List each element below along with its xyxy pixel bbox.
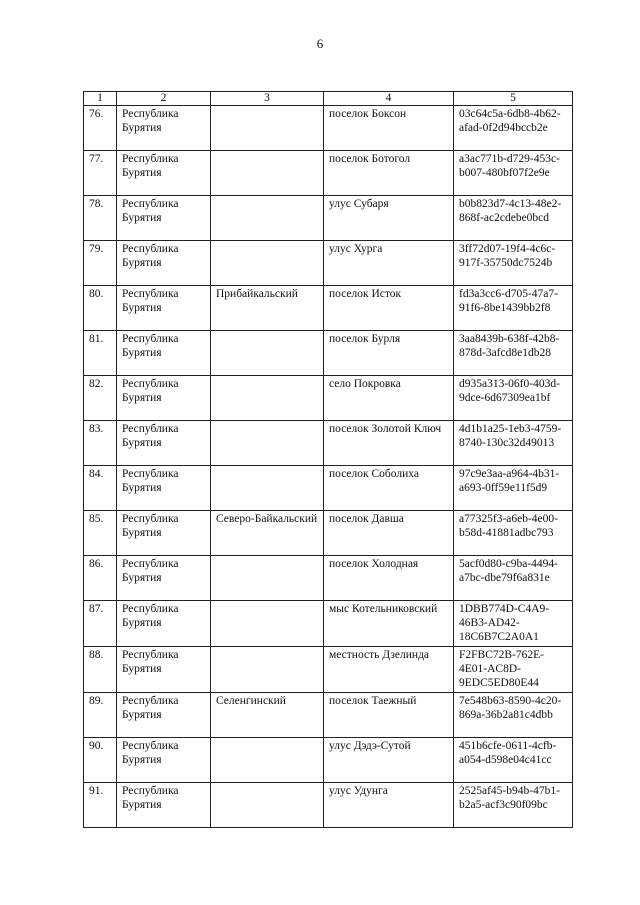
settlement-cell: поселок Холодная xyxy=(324,556,454,601)
guid-cell: a3ac771b-d729-453c-b007-480bf07f2e9e xyxy=(454,151,573,196)
district-cell xyxy=(211,241,324,286)
district-cell xyxy=(211,783,324,828)
row-number: 86. xyxy=(84,556,117,601)
column-header: 2 xyxy=(117,92,211,106)
row-number: 88. xyxy=(84,647,117,693)
region-cell: Республика Бурятия xyxy=(117,286,211,331)
table-row xyxy=(84,241,573,286)
table-row xyxy=(84,151,573,196)
row-number: 83. xyxy=(84,421,117,466)
row-number: 91. xyxy=(84,783,117,828)
guid-cell: 3ff72d07-19f4-4c6c-917f-35750dc7524b xyxy=(454,241,573,286)
region-cell: Республика Бурятия xyxy=(117,601,211,647)
district-cell xyxy=(211,106,324,151)
table-row xyxy=(84,647,573,693)
table-header-row xyxy=(84,92,573,106)
guid-cell: 1DBB774D-C4A9-46B3-AD42-18C6B7C2A0A1 xyxy=(454,601,573,647)
district-cell xyxy=(211,331,324,376)
settlement-cell: улус Субаря xyxy=(324,196,454,241)
table-row xyxy=(84,466,573,511)
district-cell xyxy=(211,601,324,647)
table-row xyxy=(84,783,573,828)
row-number: 76. xyxy=(84,106,117,151)
table-row xyxy=(84,376,573,421)
column-header: 3 xyxy=(211,92,324,106)
settlement-cell: село Покровка xyxy=(324,376,454,421)
district-cell xyxy=(211,376,324,421)
guid-cell: a77325f3-a6eb-4e00-b58d-41881adbc793 xyxy=(454,511,573,556)
row-number: 81. xyxy=(84,331,117,376)
district-cell xyxy=(211,466,324,511)
settlement-cell: поселок Давша xyxy=(324,511,454,556)
guid-cell: 4d1b1a25-1eb3-4759-8740-130c32d49013 xyxy=(454,421,573,466)
region-cell: Республика Бурятия xyxy=(117,421,211,466)
guid-cell: 97c9e3aa-a964-4b31-a693-0ff59e11f5d9 xyxy=(454,466,573,511)
region-cell: Республика Бурятия xyxy=(117,241,211,286)
table-row xyxy=(84,196,573,241)
guid-cell: 5acf0d80-c9ba-4494-a7bc-dbe79f6a831e xyxy=(454,556,573,601)
guid-cell: F2FBC72B-762E-4E01-AC8D-9EDC5ED80E44 xyxy=(454,647,573,693)
region-cell: Республика Бурятия xyxy=(117,376,211,421)
settlement-cell: улус Хурга xyxy=(324,241,454,286)
guid-cell: b0b823d7-4c13-48e2-868f-ac2cdebe0bcd xyxy=(454,196,573,241)
region-cell: Республика Бурятия xyxy=(117,647,211,693)
guid-cell: 03c64c5a-6db8-4b62-afad-0f2d94bccb2e xyxy=(454,106,573,151)
district-cell: Селенгинский xyxy=(211,693,324,738)
table-row xyxy=(84,106,573,151)
region-cell: Республика Бурятия xyxy=(117,738,211,783)
district-cell xyxy=(211,421,324,466)
page-number: 6 xyxy=(316,36,324,51)
settlement-cell: поселок Боксон xyxy=(324,106,454,151)
row-number: 80. xyxy=(84,286,117,331)
settlement-cell: поселок Бурля xyxy=(324,331,454,376)
district-cell xyxy=(211,151,324,196)
table-row xyxy=(84,511,573,556)
district-cell xyxy=(211,647,324,693)
settlement-cell: поселок Ботогол xyxy=(324,151,454,196)
row-number: 78. xyxy=(84,196,117,241)
table-body xyxy=(84,106,573,828)
table-row xyxy=(84,421,573,466)
district-cell xyxy=(211,196,324,241)
guid-cell: 2525af45-b94b-47b1-b2a5-acf3c90f09bc xyxy=(454,783,573,828)
column-header: 5 xyxy=(454,92,573,106)
guid-cell: 7e548b63-8590-4c20-869a-36b2a81c4dbb xyxy=(454,693,573,738)
settlement-cell: мыс Котельниковский xyxy=(324,601,454,647)
table-row xyxy=(84,286,573,331)
region-cell: Республика Бурятия xyxy=(117,196,211,241)
region-cell: Республика Бурятия xyxy=(117,511,211,556)
settlement-cell: поселок Исток xyxy=(324,286,454,331)
guid-cell: 3aa8439b-638f-42b8-878d-3afcd8e1db28 xyxy=(454,331,573,376)
row-number: 85. xyxy=(84,511,117,556)
region-cell: Республика Бурятия xyxy=(117,151,211,196)
row-number: 90. xyxy=(84,738,117,783)
table-row xyxy=(84,601,573,647)
settlement-cell: поселок Таежный xyxy=(324,693,454,738)
row-number: 87. xyxy=(84,601,117,647)
region-cell: Республика Бурятия xyxy=(117,106,211,151)
region-cell: Республика Бурятия xyxy=(117,783,211,828)
settlement-cell: местность Дзелинда xyxy=(324,647,454,693)
column-header: 4 xyxy=(324,92,454,106)
guid-cell: d935a313-06f0-403d-9dce-6d67309ea1bf xyxy=(454,376,573,421)
district-cell xyxy=(211,738,324,783)
settlement-cell: поселок Золотой Ключ xyxy=(324,421,454,466)
guid-cell: fd3a3cc6-d705-47a7-91f6-8be1439bb2f8 xyxy=(454,286,573,331)
settlement-cell: поселок Соболиха xyxy=(324,466,454,511)
table-row xyxy=(84,331,573,376)
district-cell: Северо-Байкальский xyxy=(211,511,324,556)
region-cell: Республика Бурятия xyxy=(117,693,211,738)
settlement-cell: улус Удунга xyxy=(324,783,454,828)
row-number: 82. xyxy=(84,376,117,421)
region-cell: Республика Бурятия xyxy=(117,556,211,601)
settlement-cell: улус Дэдэ-Сутой xyxy=(324,738,454,783)
row-number: 89. xyxy=(84,693,117,738)
row-number: 77. xyxy=(84,151,117,196)
table-row xyxy=(84,738,573,783)
table-row xyxy=(84,556,573,601)
guid-cell: 451b6cfe-0611-4cfb-a054-d598e04c41cc xyxy=(454,738,573,783)
region-cell: Республика Бурятия xyxy=(117,331,211,376)
table-row xyxy=(84,693,573,738)
district-cell: Прибайкальский xyxy=(211,286,324,331)
row-number: 84. xyxy=(84,466,117,511)
column-header: 1 xyxy=(84,92,117,106)
region-cell: Республика Бурятия xyxy=(117,466,211,511)
district-cell xyxy=(211,556,324,601)
settlements-table xyxy=(83,91,573,828)
row-number: 79. xyxy=(84,241,117,286)
